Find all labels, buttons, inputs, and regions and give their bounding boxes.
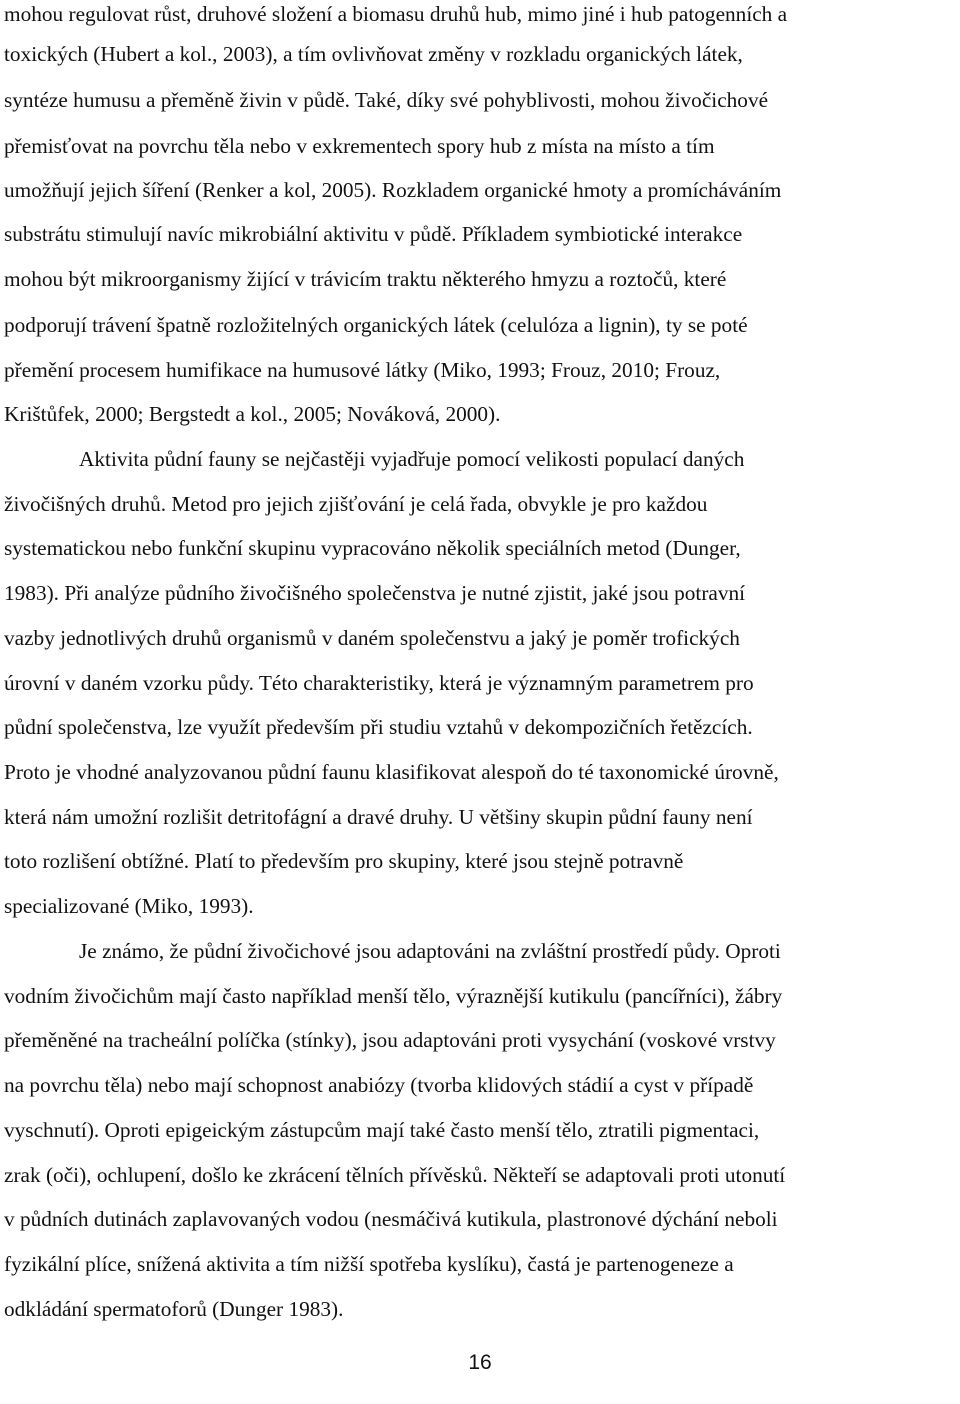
page-number: 16 <box>468 1351 492 1374</box>
text-line: systematickou nebo funkční skupinu vypracováno několik speciálních metod (Dunger, <box>4 536 741 560</box>
text-line: úrovní v daném vzorku půdy. Této charakteristiky, která je významným parametrem pro <box>4 671 754 695</box>
text-line: na povrchu těla) nebo mají schopnost anabiózy (tvorba klidových stádií a cyst v případě <box>4 1073 754 1097</box>
text-line: toxických (Hubert a kol., 2003), a tím ovlivňovat změny v rozkladu organických látek, <box>4 42 743 66</box>
text-line: Aktivita půdní fauny se nejčastěji vyjadřuje pomocí velikosti populací daných <box>79 447 745 471</box>
text-line: Proto je vhodné analyzovanou půdní faunu klasifikovat alespoň do té taxonomické úrovně, <box>4 760 779 784</box>
text-line: půdní společenstva, lze využít především při studiu vztahů v dekompozičních řetězcích. <box>4 715 753 739</box>
text-line: podporují trávení špatně rozložitelných organických látek (celulóza a lignin), ty se poté <box>4 313 748 337</box>
text-line: specializované (Miko, 1993). <box>4 894 254 918</box>
text-line: substrátu stimulují navíc mikrobiální aktivitu v půdě. Příkladem symbiotické interakce <box>4 222 743 246</box>
text-line: která nám umožní rozlišit detritofágní a dravé druhy. U většiny skupin půdní fauny není <box>4 805 753 829</box>
text-line: přemisťovat na povrchu těla nebo v exkrementech spory hub z místa na místo a tím <box>4 134 715 158</box>
text-line: vazby jednotlivých druhů organismů v daném společenstvu a jaký je poměr trofických <box>4 626 740 650</box>
text-line: 1983). Při analýze půdního živočišného společenstva je nutné zjistit, jaké jsou potravní <box>4 581 746 605</box>
text-line: toto rozlišení obtížné. Platí to především pro skupiny, které jsou stejně potravně <box>4 849 684 873</box>
text-line: živočišných druhů. Metod pro jejich zjišťování je celá řada, obvykle je pro každou <box>4 492 708 516</box>
text-line: odkládání spermatoforů (Dunger 1983). <box>4 1297 344 1321</box>
text-line: syntéze humusu a přeměně živin v půdě. Také, díky své pohyblivosti, mohou živočichové <box>4 88 769 112</box>
text-line: Je známo, že půdní živočichové jsou adaptováni na zvláštní prostředí půdy. Oproti <box>79 939 781 963</box>
text-line: fyzikální plíce, snížená aktivita a tím nižší spotřeba kyslíku), častá je partenogeneze a <box>4 1252 734 1276</box>
text-line: v půdních dutinách zaplavovaných vodou (nesmáčivá kutikula, plastronové dýchání neboli <box>4 1207 778 1231</box>
text-line: přeměněné na tracheální políčka (stínky), jsou adaptováni proti vysychání (voskové vrstvy <box>4 1028 776 1052</box>
text-line: vodním živočichům mají často například menší tělo, výraznější kutikulu (pancířníci), žábry <box>4 984 783 1008</box>
text-line: umožňují jejich šíření (Renker a kol, 2005). Rozkladem organické hmoty a promícháváním <box>4 178 782 202</box>
text-line: přemění procesem humifikace na humusové látky (Miko, 1993; Frouz, 2010; Frouz, <box>4 358 721 382</box>
text-line: vyschnutí). Oproti epigeickým zástupcům mají také často menší tělo, ztratili pigmentaci, <box>4 1118 760 1142</box>
text-line: mohou být mikroorganismy žijící v trávicím traktu některého hmyzu a roztočů, které <box>4 267 727 291</box>
text-line: Krištůfek, 2000; Bergstedt a kol., 2005; Nováková, 2000). <box>4 402 501 426</box>
text-line: zrak (oči), ochlupení, došlo ke zkrácení tělních přívěsků. Někteří se adaptovali proti utonutí <box>4 1163 786 1187</box>
text-line: mohou regulovat růst, druhové složení a biomasu druhů hub, mimo jiné i hub patogenních a <box>4 2 788 26</box>
